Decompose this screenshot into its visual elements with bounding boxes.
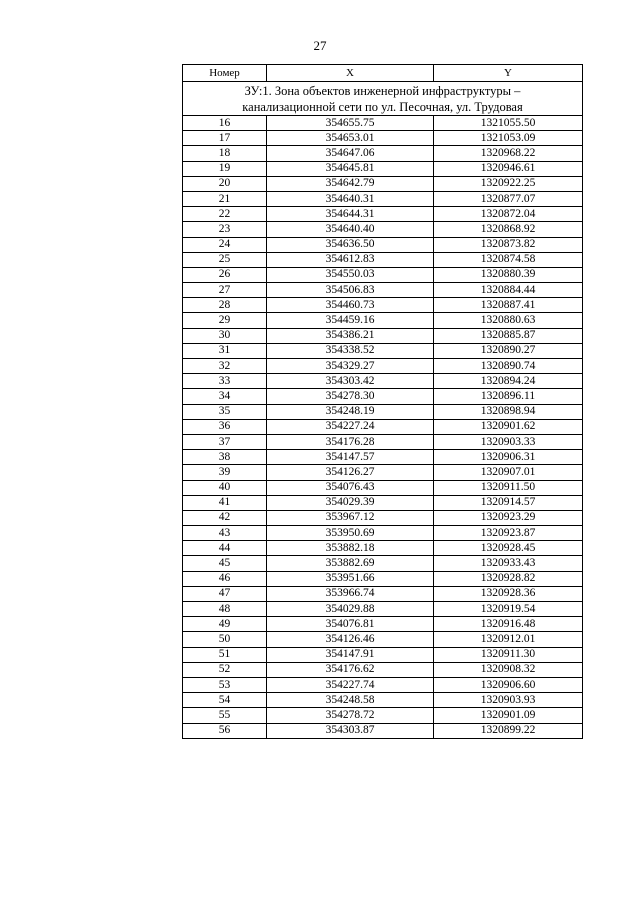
cell-y: 1320896.11 bbox=[434, 389, 583, 404]
table-row bbox=[183, 723, 583, 738]
cell-number: 37 bbox=[183, 434, 267, 449]
cell-x: 353882.69 bbox=[267, 556, 434, 571]
cell-number: 27 bbox=[183, 283, 267, 298]
cell-number: 50 bbox=[183, 632, 267, 647]
table-row bbox=[183, 541, 583, 556]
cell-x: 354655.75 bbox=[267, 116, 434, 131]
table-row bbox=[183, 131, 583, 146]
cell-y: 1321053.09 bbox=[434, 131, 583, 146]
cell-number: 22 bbox=[183, 207, 267, 222]
cell-number: 33 bbox=[183, 374, 267, 389]
cell-x: 354303.87 bbox=[267, 723, 434, 738]
cell-x: 354147.57 bbox=[267, 450, 434, 465]
zone-title-line-2: канализационной сети по ул. Песочная, ул. Трудовая bbox=[242, 99, 523, 114]
cell-number: 41 bbox=[183, 495, 267, 510]
cell-y: 1320923.87 bbox=[434, 526, 583, 541]
table-row bbox=[183, 677, 583, 692]
table-row bbox=[183, 374, 583, 389]
cell-number: 29 bbox=[183, 313, 267, 328]
coordinates-table bbox=[182, 64, 583, 739]
table-row bbox=[183, 222, 583, 237]
cell-number: 16 bbox=[183, 116, 267, 131]
table-row bbox=[183, 146, 583, 161]
cell-number: 39 bbox=[183, 465, 267, 480]
cell-x: 354653.01 bbox=[267, 131, 434, 146]
cell-number: 17 bbox=[183, 131, 267, 146]
table-row bbox=[183, 237, 583, 252]
cell-x: 354459.16 bbox=[267, 313, 434, 328]
cell-y: 1320894.24 bbox=[434, 374, 583, 389]
cell-number: 18 bbox=[183, 146, 267, 161]
cell-number: 26 bbox=[183, 267, 267, 282]
table-row bbox=[183, 617, 583, 632]
cell-number: 34 bbox=[183, 389, 267, 404]
table-row bbox=[183, 116, 583, 131]
table-row bbox=[183, 571, 583, 586]
cell-x: 354076.81 bbox=[267, 617, 434, 632]
cell-x: 354386.21 bbox=[267, 328, 434, 343]
cell-y: 1320868.92 bbox=[434, 222, 583, 237]
cell-x: 354636.50 bbox=[267, 237, 434, 252]
cell-x: 354278.30 bbox=[267, 389, 434, 404]
cell-number: 30 bbox=[183, 328, 267, 343]
table-row bbox=[183, 161, 583, 176]
table-body bbox=[183, 82, 583, 739]
table-row bbox=[183, 632, 583, 647]
cell-x: 354642.79 bbox=[267, 176, 434, 191]
cell-y: 1320922.25 bbox=[434, 176, 583, 191]
cell-y: 1320923.29 bbox=[434, 510, 583, 525]
cell-x: 354329.27 bbox=[267, 359, 434, 374]
cell-y: 1320898.94 bbox=[434, 404, 583, 419]
cell-x: 354612.83 bbox=[267, 252, 434, 267]
cell-y: 1320906.60 bbox=[434, 677, 583, 692]
cell-number: 43 bbox=[183, 526, 267, 541]
cell-y: 1320946.61 bbox=[434, 161, 583, 176]
table-row bbox=[183, 693, 583, 708]
cell-x: 354506.83 bbox=[267, 283, 434, 298]
cell-number: 36 bbox=[183, 419, 267, 434]
table-row bbox=[183, 176, 583, 191]
cell-number: 48 bbox=[183, 602, 267, 617]
table-row bbox=[183, 404, 583, 419]
cell-number: 25 bbox=[183, 252, 267, 267]
header-row bbox=[183, 65, 583, 82]
cell-y: 1320901.09 bbox=[434, 708, 583, 723]
table-row bbox=[183, 419, 583, 434]
cell-x: 354176.62 bbox=[267, 662, 434, 677]
cell-x: 354147.91 bbox=[267, 647, 434, 662]
cell-y: 1320899.22 bbox=[434, 723, 583, 738]
table-row bbox=[183, 647, 583, 662]
cell-y: 1320919.54 bbox=[434, 602, 583, 617]
table-row bbox=[183, 556, 583, 571]
cell-y: 1320928.45 bbox=[434, 541, 583, 556]
table-row bbox=[183, 252, 583, 267]
table-row bbox=[183, 662, 583, 677]
cell-number: 45 bbox=[183, 556, 267, 571]
cell-number: 55 bbox=[183, 708, 267, 723]
cell-y: 1320906.31 bbox=[434, 450, 583, 465]
cell-number: 42 bbox=[183, 510, 267, 525]
header-number: Номер bbox=[183, 65, 267, 82]
table-row bbox=[183, 283, 583, 298]
cell-y: 1320887.41 bbox=[434, 298, 583, 313]
cell-x: 354029.88 bbox=[267, 602, 434, 617]
cell-y: 1320880.39 bbox=[434, 267, 583, 282]
cell-x: 354338.52 bbox=[267, 343, 434, 358]
cell-y: 1320885.87 bbox=[434, 328, 583, 343]
page-number: 27 bbox=[313, 38, 327, 53]
cell-y: 1320928.36 bbox=[434, 586, 583, 601]
cell-x: 353966.74 bbox=[267, 586, 434, 601]
cell-x: 354550.03 bbox=[267, 267, 434, 282]
cell-number: 47 bbox=[183, 586, 267, 601]
table-row bbox=[183, 328, 583, 343]
table-row bbox=[183, 359, 583, 374]
cell-y: 1320901.62 bbox=[434, 419, 583, 434]
table-row bbox=[183, 510, 583, 525]
cell-x: 354126.46 bbox=[267, 632, 434, 647]
cell-number: 49 bbox=[183, 617, 267, 632]
cell-number: 53 bbox=[183, 677, 267, 692]
cell-y: 1320903.33 bbox=[434, 434, 583, 449]
cell-y: 1320884.44 bbox=[434, 283, 583, 298]
cell-x: 353882.18 bbox=[267, 541, 434, 556]
cell-number: 32 bbox=[183, 359, 267, 374]
cell-y: 1320872.04 bbox=[434, 207, 583, 222]
table-row bbox=[183, 450, 583, 465]
cell-number: 23 bbox=[183, 222, 267, 237]
table-row bbox=[183, 708, 583, 723]
zone-title-row bbox=[183, 82, 583, 116]
cell-x: 354644.31 bbox=[267, 207, 434, 222]
table-row bbox=[183, 207, 583, 222]
cell-y: 1320880.63 bbox=[434, 313, 583, 328]
cell-number: 40 bbox=[183, 480, 267, 495]
table-row bbox=[183, 191, 583, 206]
cell-x: 354248.58 bbox=[267, 693, 434, 708]
cell-y: 1320874.58 bbox=[434, 252, 583, 267]
cell-number: 56 bbox=[183, 723, 267, 738]
cell-number: 28 bbox=[183, 298, 267, 313]
cell-y: 1320914.57 bbox=[434, 495, 583, 510]
cell-x: 354278.72 bbox=[267, 708, 434, 723]
cell-number: 20 bbox=[183, 176, 267, 191]
cell-y: 1320877.07 bbox=[434, 191, 583, 206]
cell-x: 354227.74 bbox=[267, 677, 434, 692]
cell-number: 35 bbox=[183, 404, 267, 419]
header-y: Y bbox=[434, 65, 583, 82]
cell-number: 54 bbox=[183, 693, 267, 708]
table-row bbox=[183, 389, 583, 404]
cell-x: 354029.39 bbox=[267, 495, 434, 510]
table-row bbox=[183, 298, 583, 313]
table-row bbox=[183, 480, 583, 495]
cell-y: 1320933.43 bbox=[434, 556, 583, 571]
table-row bbox=[183, 434, 583, 449]
cell-y: 1320928.82 bbox=[434, 571, 583, 586]
cell-x: 354126.27 bbox=[267, 465, 434, 480]
cell-x: 354640.40 bbox=[267, 222, 434, 237]
cell-y: 1320907.01 bbox=[434, 465, 583, 480]
cell-x: 354248.19 bbox=[267, 404, 434, 419]
cell-number: 46 bbox=[183, 571, 267, 586]
cell-y: 1320903.93 bbox=[434, 693, 583, 708]
cell-x: 353967.12 bbox=[267, 510, 434, 525]
header-x: X bbox=[267, 65, 434, 82]
cell-number: 51 bbox=[183, 647, 267, 662]
zone-title bbox=[183, 82, 583, 116]
cell-x: 354460.73 bbox=[267, 298, 434, 313]
cell-y: 1320890.74 bbox=[434, 359, 583, 374]
cell-x: 353950.69 bbox=[267, 526, 434, 541]
cell-number: 31 bbox=[183, 343, 267, 358]
cell-y: 1320911.30 bbox=[434, 647, 583, 662]
cell-x: 354303.42 bbox=[267, 374, 434, 389]
cell-x: 354227.24 bbox=[267, 419, 434, 434]
cell-x: 354647.06 bbox=[267, 146, 434, 161]
table-row bbox=[183, 586, 583, 601]
table-row bbox=[183, 267, 583, 282]
cell-y: 1320911.50 bbox=[434, 480, 583, 495]
cell-x: 353951.66 bbox=[267, 571, 434, 586]
table-row bbox=[183, 495, 583, 510]
cell-number: 38 bbox=[183, 450, 267, 465]
table-row bbox=[183, 526, 583, 541]
cell-number: 24 bbox=[183, 237, 267, 252]
table-row bbox=[183, 313, 583, 328]
cell-y: 1320873.82 bbox=[434, 237, 583, 252]
cell-y: 1320916.48 bbox=[434, 617, 583, 632]
cell-x: 354076.43 bbox=[267, 480, 434, 495]
table-row bbox=[183, 343, 583, 358]
cell-y: 1320968.22 bbox=[434, 146, 583, 161]
cell-number: 52 bbox=[183, 662, 267, 677]
zone-title-line-1: ЗУ:1. Зона объектов инженерной инфраструктуры – bbox=[244, 83, 521, 98]
cell-number: 21 bbox=[183, 191, 267, 206]
cell-number: 19 bbox=[183, 161, 267, 176]
cell-y: 1321055.50 bbox=[434, 116, 583, 131]
table-row bbox=[183, 465, 583, 480]
cell-y: 1320890.27 bbox=[434, 343, 583, 358]
cell-x: 354645.81 bbox=[267, 161, 434, 176]
cell-x: 354176.28 bbox=[267, 434, 434, 449]
table-header bbox=[183, 65, 583, 82]
cell-number: 44 bbox=[183, 541, 267, 556]
table-row bbox=[183, 602, 583, 617]
cell-y: 1320912.01 bbox=[434, 632, 583, 647]
cell-x: 354640.31 bbox=[267, 191, 434, 206]
cell-y: 1320908.32 bbox=[434, 662, 583, 677]
